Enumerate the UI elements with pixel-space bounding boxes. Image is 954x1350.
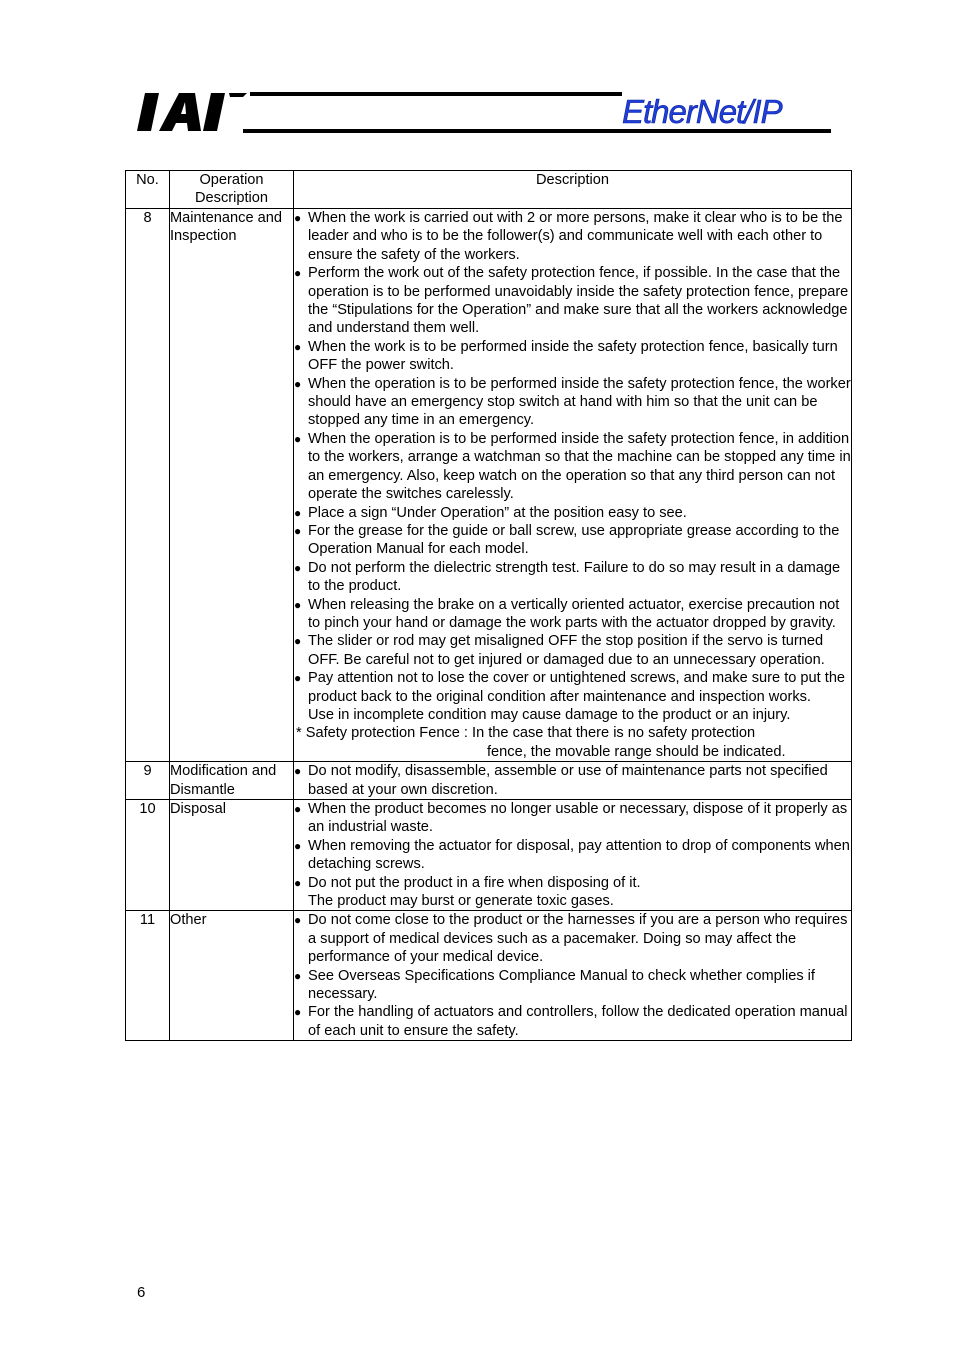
- operation-label: Disposal: [170, 800, 294, 911]
- list-item: ● When releasing the brake on a vertically oriented actuator, exercise precaution not to pinch your hand or damage the work parts with the actuator dropped by gravity.: [294, 596, 851, 633]
- list-item: ● Do not come close to the product or the harnesses if you are a person who requires a support of medical devices such as a pacemaker. Doing so may affect the performance of your medical device.: [294, 911, 851, 966]
- operation-label: Other: [170, 911, 294, 1041]
- list-item: ● For the grease for the guide or ball screw, use appropriate grease according to the Operation Manual for each model.: [294, 522, 851, 559]
- table-header-row: [126, 171, 852, 209]
- header-operation: Operation Description: [170, 171, 294, 209]
- bullet-list: [294, 800, 851, 910]
- list-item: ● When the product becomes no longer usable or necessary, dispose of it properly as an industrial waste.: [294, 800, 851, 837]
- operation-label: Modification and Dismantle: [170, 762, 294, 800]
- row-number: 11: [126, 911, 170, 1041]
- header-rule-thin: [250, 92, 622, 96]
- table-row: [126, 209, 852, 762]
- list-item: ● For the handling of actuators and controllers, follow the dedicated operation manual of each unit to ensure the safety.: [294, 1003, 851, 1040]
- list-item-continuation: The product may burst or generate toxic gases.: [308, 893, 614, 910]
- list-item: ● See Overseas Specifications Compliance Manual to check whether complies if necessary.: [294, 967, 851, 1004]
- list-item-continuation: Use in incomplete condition may cause damage to the product or an injury.: [308, 706, 791, 723]
- list-item: ● Place a sign “Under Operation” at the position easy to see.: [294, 504, 851, 522]
- row-number: 10: [126, 800, 170, 911]
- table-row: [126, 911, 852, 1041]
- bullet-list: [294, 209, 851, 724]
- brand-title: EtherNet/IP: [622, 93, 782, 130]
- header-no: No.: [126, 171, 170, 209]
- list-item: ● Do not perform the dielectric strength test. Failure to do so may result in a damage to the product.: [294, 559, 851, 596]
- list-item: ● When the work is to be performed inside the safety protection fence, basically turn OFF the power switch.: [294, 338, 851, 375]
- footnote: * Safety protection Fence : In the case that there is no safety protection: [296, 725, 756, 742]
- row-number: 8: [126, 209, 170, 762]
- list-item: ● Do not modify, disassemble, assemble or use of maintenance parts not specified based at your own discretion.: [294, 762, 851, 799]
- operation-label: Maintenance and Inspection: [170, 209, 294, 762]
- table-row: [126, 800, 852, 911]
- bullet-list: [294, 911, 851, 1040]
- list-item: ● When the operation is to be performed inside the safety protection fence, the worker should have an emergency stop switch at hand with him so that the unit can be stopped any time in an emergency.: [294, 375, 851, 430]
- description-cell: [294, 800, 852, 911]
- iai-logo: [135, 88, 247, 136]
- list-item: ● Perform the work out of the safety protection fence, if possible. In the case that the operation is to be performed unavoidably inside the safety protection fence, prepare the “Stipulations for the Operation” and make sure that all the workers acknowledge and understand them well.: [294, 264, 851, 338]
- footnote-continuation: fence, the movable range should be indicated.: [487, 743, 786, 760]
- description-cell: [294, 762, 852, 800]
- table-row: [126, 762, 852, 800]
- list-item: ● When removing the actuator for disposal, pay attention to drop of components when detaching screws.: [294, 837, 851, 874]
- header-description: Description: [294, 171, 852, 209]
- list-item-text: Do not put the product in a fire when disposing of it.: [308, 874, 641, 891]
- page-header: [0, 0, 954, 150]
- list-item-text: Pay attention not to lose the cover or untightened screws, and make sure to put the product back to the original condition after maintenance and inspection works.: [308, 670, 846, 705]
- safety-table: [125, 170, 852, 1041]
- bullet-list: [294, 762, 851, 799]
- list-item: [294, 669, 851, 724]
- page-number: 6: [137, 1284, 146, 1301]
- list-item: ● When the work is carried out with 2 or more persons, make it clear who is to be the leader and who is to be the follower(s) and communicate well with each other to ensure the safety of the workers.: [294, 209, 851, 264]
- list-item: [294, 874, 851, 911]
- description-cell: [294, 911, 852, 1041]
- description-cell: [294, 209, 852, 762]
- list-item: ● When the operation is to be performed inside the safety protection fence, in addition to the workers, arrange a watchman so that the machine can be stopped any time in an emergency. Also, keep watch on the operation so that any third person can not operate the switches carelessly.: [294, 430, 851, 504]
- row-number: 9: [126, 762, 170, 800]
- list-item: ● The slider or rod may get misaligned OFF the stop position if the servo is turned OFF. Be careful not to get injured or damaged due to an unnecessary operation.: [294, 632, 851, 669]
